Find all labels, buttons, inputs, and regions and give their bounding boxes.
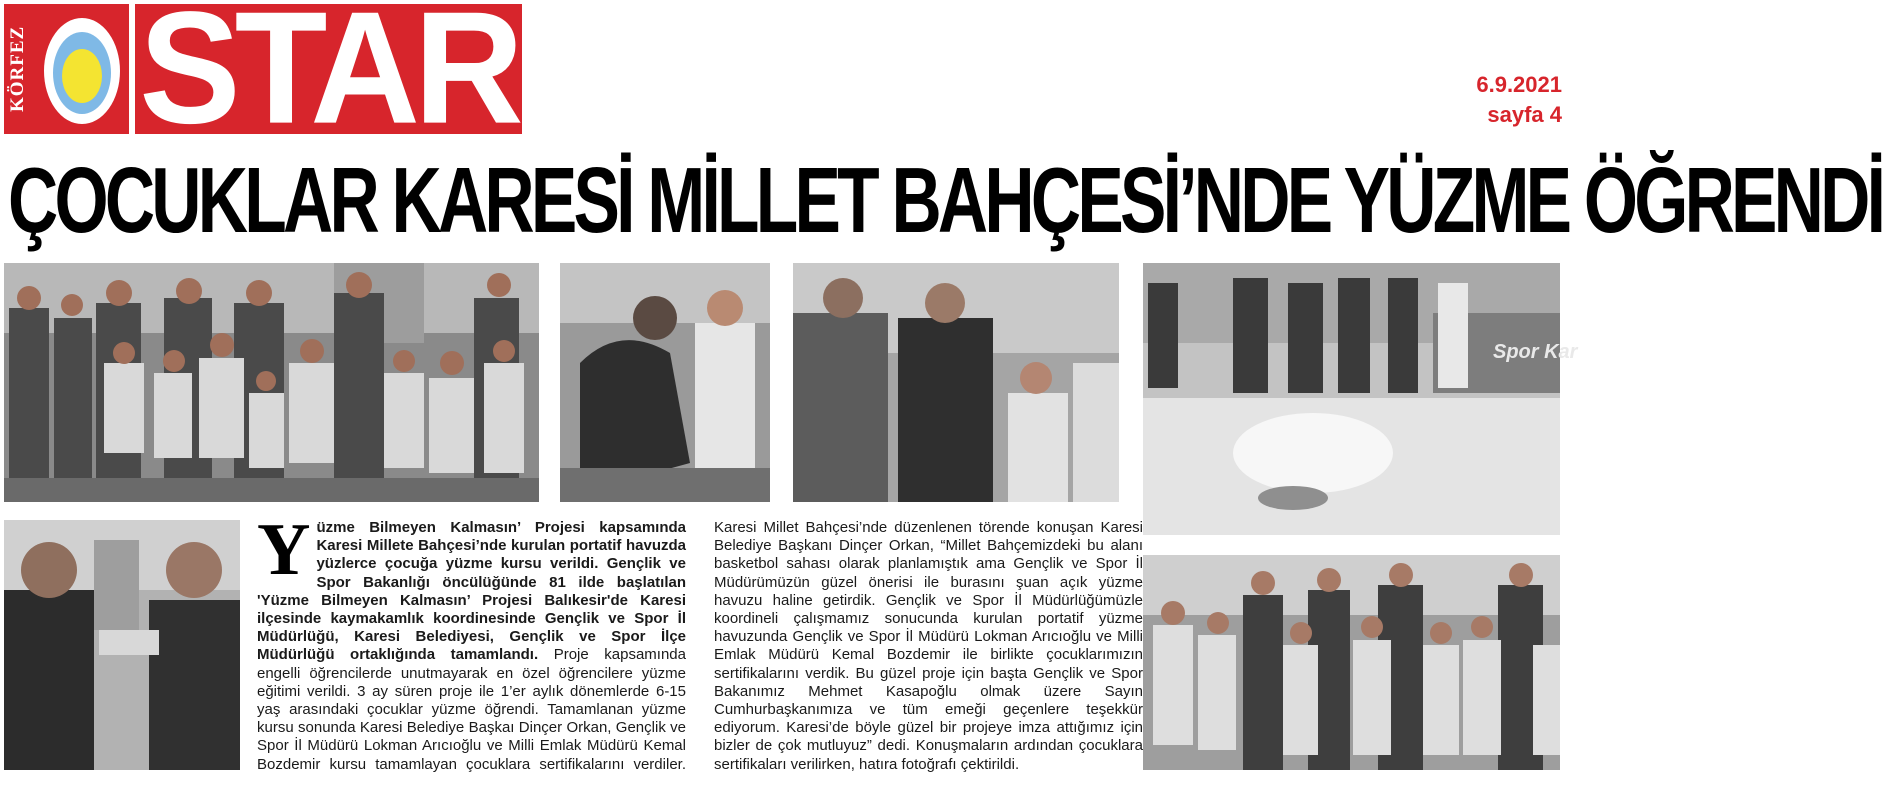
photo-group-ceremony bbox=[4, 263, 539, 502]
pool-banner-text: Spor Kar bbox=[1493, 341, 1578, 363]
headline-block bbox=[0, 128, 1882, 268]
logo-egg-icon bbox=[42, 16, 122, 126]
page-number: sayfa 4 bbox=[1487, 102, 1562, 127]
issue-date: 6.9.2021 bbox=[1476, 72, 1562, 97]
photo-pool-swimming bbox=[1143, 263, 1578, 535]
photo-certificate-ceremony bbox=[793, 263, 1119, 502]
issue-meta bbox=[1476, 70, 1562, 130]
photo-medal-presentation bbox=[560, 263, 770, 502]
star-logo bbox=[135, 0, 522, 158]
photo-group-children bbox=[1143, 555, 1560, 770]
logo-side-text: KÖRFEZ bbox=[7, 25, 28, 113]
korfez-logo bbox=[4, 4, 129, 134]
article-body bbox=[257, 509, 1143, 781]
article-text: Proje kapsamında engelli öğrencilerde unutmayarak en özel öğrencilere yüzme eğitimi verildi. 3 ay süren proje ile 1’er aylık dönemlerde 6-15 yaş arasındaki çocuklar yüzme öğrendi. Tamamlanan yüzme kursu sonunda Karesi Belediye Başkaı Dinçer Orkan, Gençlik ve Spor İl Müdürü Lokman Arıcıoğlu ve Milli Emlak Müdürü Kemal Bozdemir kursu tamamlayan çocuklara sertifikalarını verdiler. Karesi Millet Bahçesi’nde düzenlenen törende konuşan Karesi Belediye Başkanı Dinçer Orkan, “Millet Bahçemizdeki bu alanı basketbol sahası olarak planlamıştık ama Gençlik ve Spor İl Müdürümüzün güzel önerisi ile burasını şuan açık yüzme havuzu haline getirdik. Gençlik ve Spor İl Müdürlüğümüzle koordineli çalışmamız sonucunda kurulan portatif yüzme havuzunda Gençlik ve Spor İl Müdürü Lokman Arıcıoğlu ve Milli Emlak Müdürü Kemal Bozdemir ile birlikte çocuklarımızın sertifikalarını verdik. Bu güzel proje için başta Gençlik ve Spor Bakanımız Mehmet Kasapoğlu olmak üzere Sayın Cumhurbaşkanımıza ve tüm emeği geçenlere teşekkür ediyorum. Karesi’de böyle güzel bir projeye imza attığımız için bizler de çok mutluyuz” dedi. Konuşmaların ardından çocuklara sertifikaları verilirken, hatıra fotoğrafı çektirildi. bbox=[257, 519, 1143, 773]
article-lead: üzme Bilmeyen Kalmasın’ Projesi kapsamında Karesi Millete Bahçesi’nde kurulan portatif havuzda yüzlerce çocuğa yüzme kursu verildi. Gençlik ve Spor Bakanlığı öncülüğünde 81 ilde başlatılan 'Yüzme Bilmeyen Kalmasın’ Projesi Balıkesir'de Karesi ilçesinde kaymakamlık koordinesinde Gençlik ve Spor İl Müdürlüğü, Karesi Belediyesi, Gençlik ve Spor İlçe Müdürlüğü ortaklığında tamamlandı. bbox=[257, 519, 686, 664]
logo-main-text: STAR bbox=[139, 0, 518, 158]
dropcap: Y bbox=[257, 509, 311, 591]
photo-handshake bbox=[4, 520, 240, 770]
headline: ÇOCUKLAR KARESİ MİLLET BAHÇESİ’NDE YÜZME ÖĞRENDİ bbox=[8, 148, 1882, 252]
